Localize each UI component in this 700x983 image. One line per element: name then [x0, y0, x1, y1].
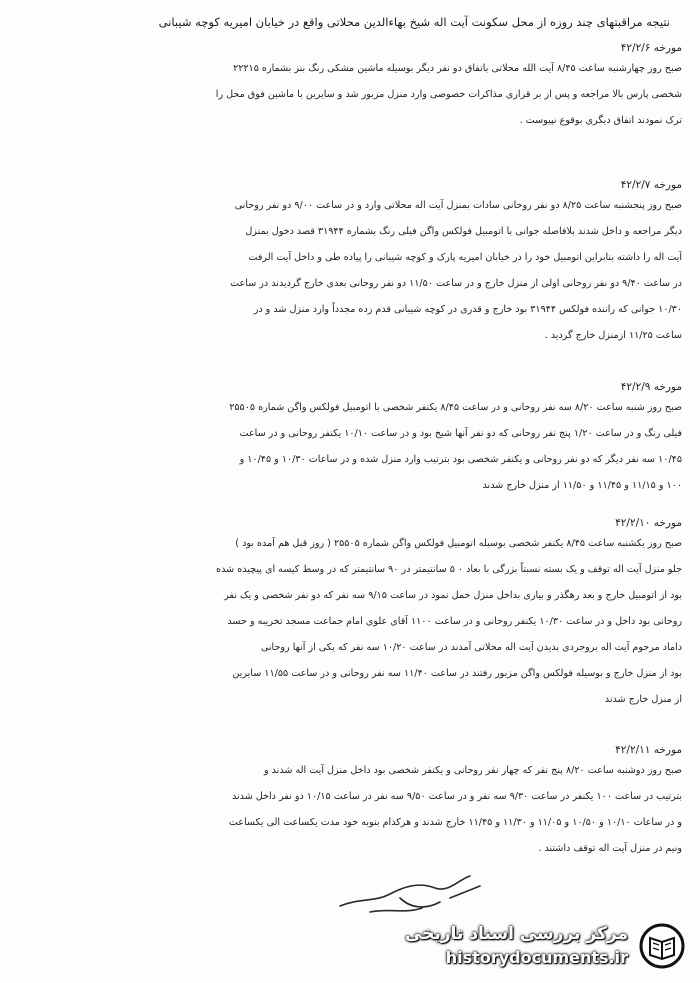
entry-line: داماد مرحوم آیت اله بروجردی بدیدن آیت اله محلاتی آمدند در ساعت ۱۰/۲۰ سه نفر که یکی از آنها روحانی	[260, 642, 682, 653]
watermark-title: مرکز بررسی اسناد تاریخی	[405, 924, 628, 944]
entry-line: ساعت ۱۱/۲۵ ازمنزل خارج گردید .	[544, 330, 682, 341]
entry-line: صبح روز چهارشنبه ساعت ۸/۴۵ آیت الله محلاتی باتفاق دو نفر دیگر بوسیله ماشین مشکی رنگ بنز بشماره ۲۲۲۱۵	[233, 63, 682, 74]
entry-line: دیگر مراجعه و داخل شدند بلافاصله جوانی با اتومبیل فولکس واگن فیلی رنگ بشماره ۳۱۹۴۴ قصد دخول بمنزل	[245, 226, 682, 237]
entry-line: صبح روز پنجشنبه ساعت ۸/۲۵ دو نفر روحانی سادات بمنزل آیت اله محلاتی وارد و در ساعت ۹/۰۰ دو نفر روحانی	[234, 200, 682, 211]
entry-line: بود از منزل خارج و بوسیله فولکس واگن مزبور رفتند در ساعت ۱۱/۴۰ سه نفر روحانی و در ساعت ۱۱/۵۵ سایرین	[232, 668, 682, 679]
watermark-url: historydocuments.ir	[445, 948, 628, 967]
entry-line: ۱۰۰ و ۱۱/۱۵ و ۱۱/۴۵ و ۱۱/۵۰ از منزل خارج شدند	[482, 480, 682, 491]
entry-line: صبح روز شنبه ساعت ۸/۲۰ سه نفر روحانی و در ساعت ۸/۴۵ یکنفر شخصی با اتومبیل فولکس واگن شماره ۲۵۵۰۵	[229, 402, 682, 413]
entry-date: مورخه ۴۲/۲/۷	[620, 179, 682, 191]
entry-line: در ساعت ۹/۴۰ دو نفر روحانی اولی از منزل خارج و در ساعت ۱۱/۵۰ دو نفر روحانی بعدی خارج گردیدند در ساعت	[230, 278, 682, 289]
entry-line: صبح روز دوشنبه ساعت ۸/۲۰ پنج نفر که چهار نفر روحانی و یکنفر شخصی بود داخل منزل آیت اله شدند و	[263, 765, 682, 776]
entry-line: ونیم در منزل آیت اله توقف داشتند .	[538, 843, 682, 854]
entry-line: و در ساعات ۱۰/۱۰ و ۱۰/۵۰ و ۱۱/۰۵ و ۱۱/۳۰ و ۱۱/۴۵ خارج شدند و هرکدام بنوبه خود مدت یکساعت الی یکساعت	[228, 817, 682, 828]
entry-paragraph	[40, 531, 682, 713]
handwritten-signature-icon	[330, 868, 510, 918]
entry-date: مورخه ۴۲/۲/۶	[620, 42, 682, 54]
entry-paragraph	[40, 193, 682, 349]
entry-line: ۱۰/۴۵ سه نفر دیگر که دو نفر روحانی و یکنفر شخصی بود بترتیب وارد منزل شده و در ساعات ۱۰/۳۰ و ۱۰/۴۵ و	[239, 454, 682, 465]
entry-date: مورخه ۴۲/۲/۱۰	[615, 517, 682, 529]
entry-line: صبح روز یکشنبه ساعت ۸/۴۵ یکنفر شخصی بوسیله اتومبیل فولکس واگن شماره ۲۵۵۰۵ ( روز قبل هم آمده بود )	[235, 538, 682, 549]
entry-line: بود از اتومبیل خارج و بعد رهگذر و بیاری بداخل منزل حمل نمود در ساعت ۹/۱۵ سه نفر که دو نفر شخصی و یک نفر	[224, 590, 682, 601]
entry-line: فیلی رنگ و در ساعت ۱/۲۰ پنج نفر روحانی که دو نفر آنها شیخ بود و در ساعت ۱۰/۱۰ یکنفر روحانی و در ساعت	[239, 428, 682, 439]
entry-line: از منزل خارج شدند	[604, 694, 682, 705]
entry-date: مورخه ۴۲/۲/۱۱	[615, 744, 682, 756]
document-title: نتیجه مراقبتهای چند روزه از محل سکونت آیت اله شیخ بهاءالدین محلاتی واقع در خیابان امیریه کوچه شیبانی	[158, 15, 670, 29]
archive-watermark	[392, 918, 692, 974]
entry-date: مورخه ۴۲/۲/۹	[620, 381, 682, 393]
entry-paragraph	[40, 56, 682, 134]
entry-line: جلو منزل آیت اله توقف و یک بسته نسبتاً بزرگی با بعاد ۰ ۵ سانتیمتر در ۹۰ سانتیمتر که در وسط کیسه ای پیچیده شده	[216, 564, 682, 575]
entry-line: ۱۰/۳۰ جوانی که راننده فولکس ۳۱۹۴۴ بود خارج و قدری در کوچه شیبانی قدم زده مجدداً وارد منزل شد و در	[253, 304, 682, 315]
entry-line: آیت اله را داشته بنابراین اتومبیل خود را در خیابان امیریه پارک و کوچه شیبانی را پیاده طی و داخل آیت الرفت	[248, 252, 682, 263]
entry-paragraph	[40, 395, 682, 499]
book-logo-icon	[636, 922, 688, 970]
entry-line: شخصی پارس بالا مراجعه و پس از بر قراری مذاکرات خصوصی وارد منزل مزبور شد و سایرین با ماشین فوق محل را	[215, 89, 682, 100]
entry-line: ترک نمودند اتفاق دیگری بوقوع نپیوست .	[519, 115, 682, 126]
entry-paragraph	[40, 758, 682, 862]
entry-line: بترتیب در ساعت ۱۰۰ یکنفر در ساعت ۹/۳۰ سه نفر و در ساعت ۹/۵۰ سه نفر در ساعت ۱۰/۱۵ دو نفر داخل شدند	[231, 791, 682, 802]
entry-line: روحانی بود داخل و در ساعت ۱۰/۳۰ یکنفر روحانی و در ساعت ۱۱۰۰ آقای علوی امام جماعت مسجد تخریبه و حسد	[227, 616, 682, 627]
